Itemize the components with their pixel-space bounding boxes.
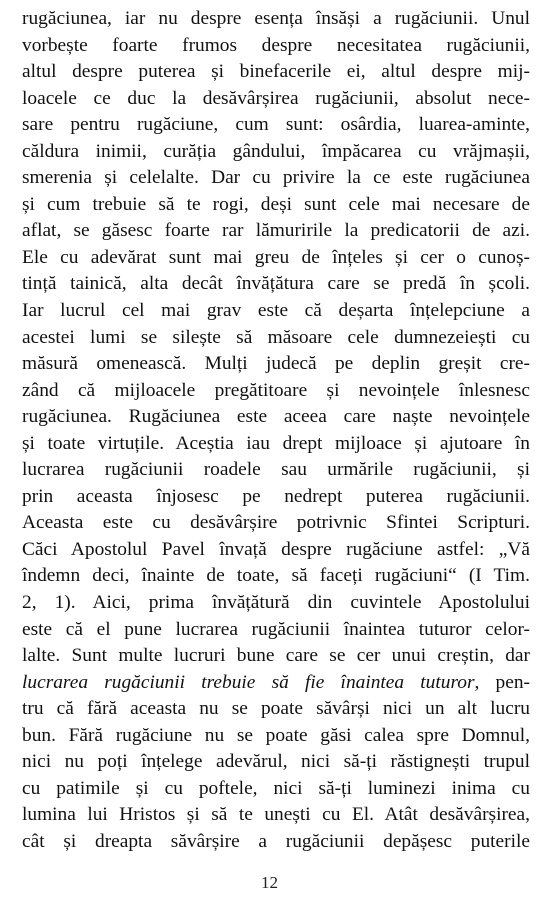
text-run: nici nu poți înțelege adevărul, nici să-ți răstignești trupul	[22, 751, 530, 773]
text-run: măsură omenească. Mulți judecă pe deplin greșit cre-	[22, 353, 530, 375]
text-run: îndemn deci, înainte de toate, să faceți rugăciuni“ (I Tim.	[22, 565, 530, 587]
text-line	[22, 696, 530, 723]
text-line	[22, 139, 530, 166]
text-line	[22, 749, 530, 776]
text-line	[22, 802, 530, 829]
text-line	[22, 829, 530, 856]
text-run: tru că fără aceasta nu se poate săvârși nici un alt lucru	[22, 698, 530, 720]
text-run: smerenia și celelalte. Dar cu privire la ce este rugăciunea	[22, 167, 530, 189]
text-line	[22, 431, 530, 458]
text-run: cât și dreapta săvârșire a rugăciunii depășesc puterile	[22, 830, 530, 852]
text-run: este că el pune lucrarea rugăciunii înaintea tuturor celor-	[22, 618, 530, 640]
text-run: Căci Apostolul Pavel învață despre rugăciune astfel: „Vă	[22, 538, 530, 560]
text-run: și toate virtuțile. Aceștia iau drept mijloace și ajutoare în	[22, 432, 530, 454]
text-run: , pen-	[474, 671, 530, 693]
text-line	[22, 271, 530, 298]
text-run: loacele ce duc la desăvârșirea rugăciunii, absolut nece-	[22, 87, 530, 109]
text-line	[22, 33, 530, 60]
text-line	[22, 617, 530, 644]
text-line	[22, 670, 530, 697]
text-run: vorbește foarte frumos despre necesitatea rugăciunii,	[22, 34, 530, 56]
text-line	[22, 404, 530, 431]
text-line	[22, 298, 530, 325]
page-number: 12	[261, 873, 278, 892]
text-run: și cum trebuie să te rogi, deși sunt cele mai necesare de	[22, 193, 530, 215]
text-run: rugăciunea, iar nu despre esența însăși a rugăciunii. Unul	[22, 8, 530, 29]
text-line	[22, 643, 530, 670]
text-line	[22, 351, 530, 378]
text-run: lucrarea rugăciunii roadele sau urmările rugăciunii, și	[22, 459, 530, 481]
text-run: Iar lucrul cel mai grav este că deșarta înțelepciune a	[22, 300, 530, 322]
text-line	[22, 378, 530, 405]
text-line	[22, 723, 530, 750]
text-run: sare pentru rugăciune, cum sunt: osârdia, luarea-aminte,	[22, 114, 530, 136]
text-run: altul despre puterea și binefacerile ei, altul despre mij-	[22, 61, 530, 83]
italic-text: lucrarea rugăciunii trebuie să fie înaintea tuturor	[22, 671, 475, 693]
text-line	[22, 86, 530, 113]
text-line	[22, 59, 530, 86]
text-run: Ele cu adevărat sunt mai greu de înțeles și cer o cunoș-	[22, 246, 530, 268]
text-run: Aceasta este cu desăvârșire potrivnic Sfintei Scripturi.	[22, 512, 530, 534]
text-line	[22, 112, 530, 139]
text-run: bun. Fără rugăciune nu se poate găsi calea spre Domnul,	[22, 724, 530, 746]
text-line	[22, 325, 530, 352]
text-line	[22, 510, 530, 537]
text-run: acestei lumi se silește să măsoare cele dumnezeiești cu	[22, 326, 530, 348]
body-text	[22, 6, 530, 856]
text-run: lumina lui Hristos și să te unești cu El. Atât desăvârșirea,	[22, 804, 530, 826]
text-run: aflat, se găsesc foarte rar lămuririle la predicatorii de azi.	[22, 220, 530, 242]
text-run: rugăciunea. Rugăciunea este aceea care naște nevoințele	[22, 406, 530, 428]
text-run: zând că mijloacele pregătitoare și nevoințele înlesnesc	[22, 379, 530, 401]
text-run: tință tainică, alta decât învățătura care se predă în școli.	[22, 273, 530, 295]
text-run: lalte. Sunt multe lucruri bune care se cer unui creștin, dar	[22, 645, 530, 667]
text-run: căldura inimii, curăția gândului, împăcarea cu vrăjmașii,	[22, 140, 530, 162]
text-line	[22, 245, 530, 272]
text-line	[22, 776, 530, 803]
text-line	[22, 484, 530, 511]
text-line	[22, 165, 530, 192]
text-line	[22, 590, 530, 617]
text-line	[22, 192, 530, 219]
text-line	[22, 6, 530, 33]
text-line	[22, 218, 530, 245]
text-run: prin aceasta înjosesc pe nedrept puterea rugăciunii.	[22, 485, 530, 507]
text-line	[22, 457, 530, 484]
text-run: cu patimile și cu poftele, nici să-ți luminezi inima cu	[22, 777, 530, 799]
text-line	[22, 563, 530, 590]
text-line	[22, 537, 530, 564]
text-run: 2, 1). Aici, prima învățătură din cuvintele Apostolului	[22, 592, 530, 614]
